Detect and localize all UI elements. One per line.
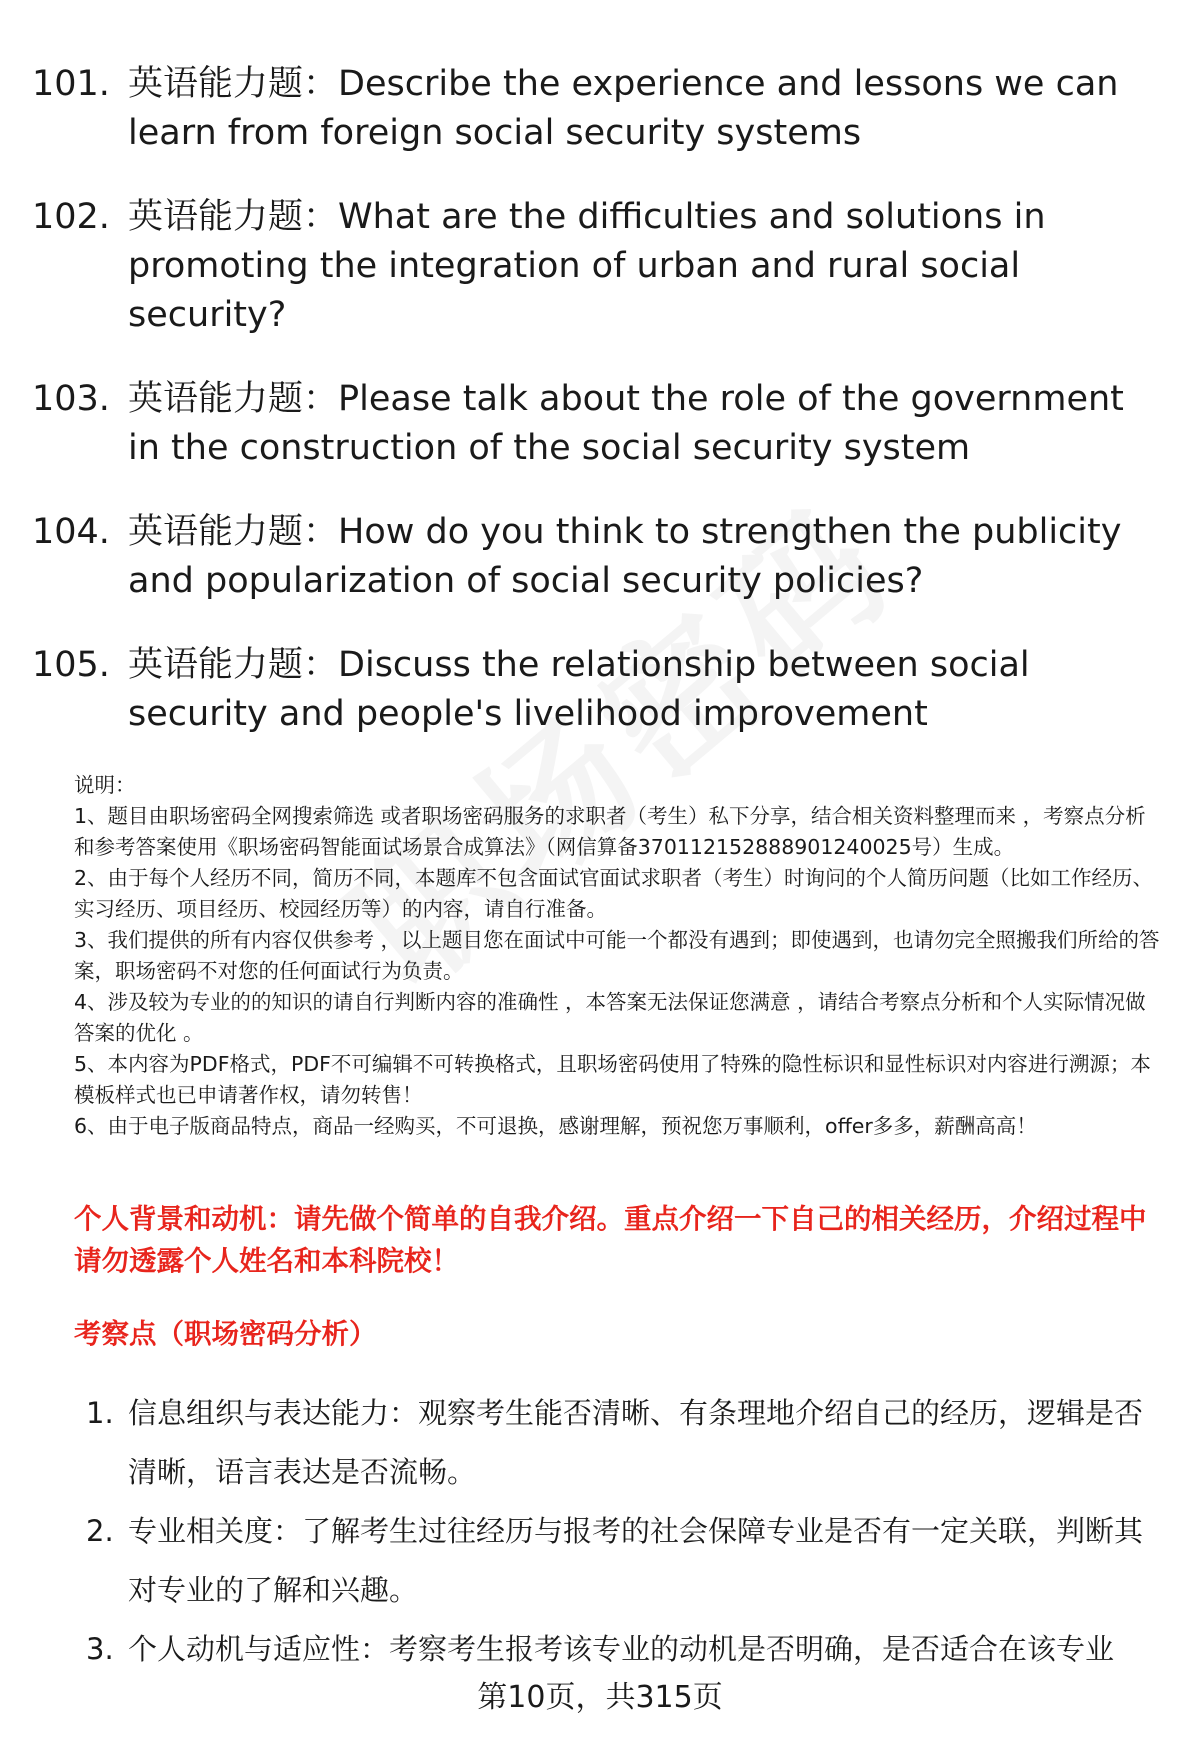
question-body	[128, 508, 1172, 606]
note-item: 4、涉及较为专业的的知识的请自行判断内容的准确性 ，本答案无法保证您满意 ，请结合考察点分析和个人实际情况做答案的优化 。	[74, 990, 1146, 1045]
notes-heading: 说明：	[74, 773, 136, 797]
point-text: 个人动机与适应性：考察考生报考该专业的动机是否明确，是否适合在该专业	[128, 1632, 1115, 1666]
question-item	[32, 641, 1172, 739]
notes-block	[74, 770, 1164, 1142]
question-number: 102.	[32, 197, 110, 237]
question-category: 英语能力题：	[128, 197, 339, 237]
note-item: 1、题目由职场密码全网搜索筛选 或者职场密码服务的求职者（考生）私下分享，结合相关资料整理而来 ，考察点分析和参考答案使用《职场密码智能面试场景合成算法》（网信算备370112152888901240025号）生成。	[74, 804, 1146, 859]
question-number: 104.	[32, 512, 110, 552]
note-item: 3、我们提供的所有内容仅供参考 ，以上题目您在面试中可能一个都没有遇到；即使遇到，也请勿完全照搬我们所给的答案，职场密码不对您的任何面试行为负责。	[74, 928, 1160, 983]
question-text: How do you think to strengthen the publicity and popularization of social security policies?	[128, 512, 1122, 601]
question-text: Please talk about the role of the government in the construction of the social security system	[128, 379, 1124, 468]
assessment-section-title: 考察点（职场密码分析）	[74, 1318, 377, 1350]
question-text: Discuss the relationship between social security and people's livelihood improvement	[128, 645, 1030, 734]
assessment-point	[74, 1502, 1164, 1620]
question-category: 英语能力题：	[128, 512, 339, 552]
assessment-point	[74, 1620, 1164, 1679]
question-item	[32, 60, 1172, 158]
point-number: 2.	[86, 1514, 114, 1548]
assessment-point	[74, 1384, 1164, 1502]
question-body	[128, 60, 1172, 158]
question-item	[32, 375, 1172, 473]
question-number: 105.	[32, 645, 110, 685]
page-footer: 第10页，共315页	[477, 1680, 723, 1715]
intro-question-heading: 个人背景和动机：请先做个简单的自我介绍。重点介绍一下自己的相关经历，介绍过程中请勿透露个人姓名和本科院校！	[74, 1203, 1147, 1277]
note-item: 2、由于每个人经历不同，简历不同，本题库不包含面试官面试求职者（考生）时询问的个人简历问题（比如工作经历、实习经历、项目经历、校园经历等）的内容，请自行准备。	[74, 866, 1154, 921]
question-item	[32, 193, 1172, 340]
point-text: 信息组织与表达能力：观察考生能否清晰、有条理地介绍自己的经历，逻辑是否清晰，语言表达是否流畅。	[128, 1396, 1144, 1489]
question-list	[32, 60, 1172, 774]
question-body	[128, 193, 1172, 340]
question-number: 103.	[32, 379, 110, 419]
question-category: 英语能力题：	[128, 379, 339, 419]
question-body	[128, 375, 1172, 473]
assessment-points-list	[74, 1384, 1164, 1679]
question-category: 英语能力题：	[128, 645, 339, 685]
note-item: 5、本内容为PDF格式，PDF不可编辑不可转换格式，且职场密码使用了特殊的隐性标识和显性标识对内容进行溯源；本模板样式也已申请著作权，请勿转售！	[74, 1052, 1151, 1107]
question-text: What are the difficulties and solutions in promoting the integration of urban and rural social security?	[128, 197, 1046, 335]
note-item: 6、由于电子版商品特点，商品一经购买，不可退换，感谢理解，预祝您万事顺利，offer多多，薪酬高高！	[74, 1114, 1037, 1138]
point-number: 1.	[86, 1396, 114, 1430]
question-text: Describe the experience and lessons we can learn from foreign social security systems	[128, 64, 1119, 153]
question-category: 英语能力题：	[128, 64, 339, 104]
question-body	[128, 641, 1172, 739]
question-item	[32, 508, 1172, 606]
point-number: 3.	[86, 1632, 114, 1666]
point-text: 专业相关度：了解考生过往经历与报考的社会保障专业是否有一定关联，判断其对专业的了解和兴趣。	[128, 1514, 1144, 1607]
question-number: 101.	[32, 64, 110, 104]
